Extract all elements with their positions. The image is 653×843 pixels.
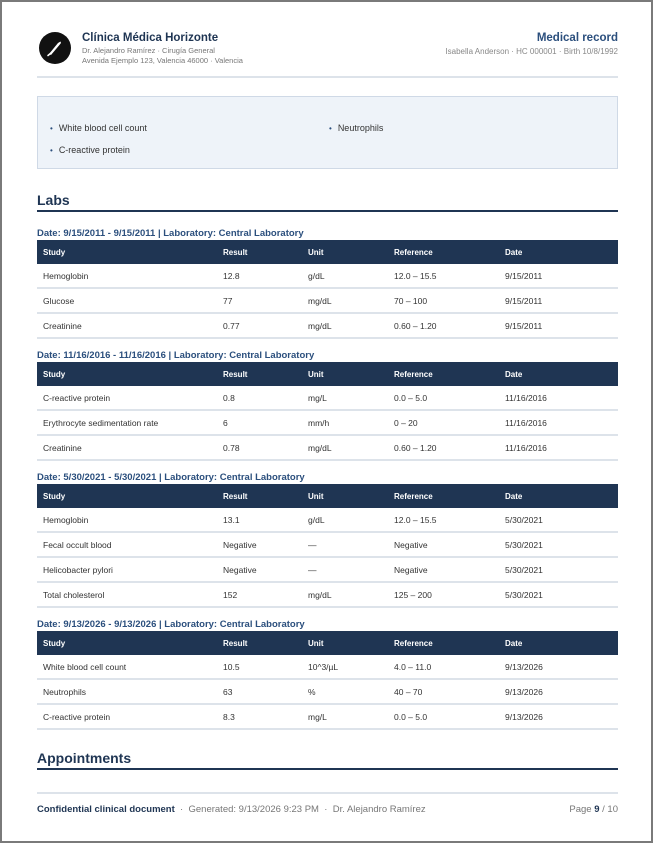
table-header-row [37, 484, 618, 508]
table-cell: 5/30/2021 [499, 582, 618, 607]
table-cell: Erythrocyte sedimentation rate [37, 410, 217, 435]
table-header-row [37, 631, 618, 655]
column-header: Date [499, 240, 618, 264]
table-cell: Hemoglobin [37, 264, 217, 288]
table-cell: Helicobacter pylori [37, 557, 217, 582]
table-cell: mg/L [302, 704, 388, 729]
table-cell: 63 [217, 679, 302, 704]
table-cell: g/dL [302, 508, 388, 532]
table-cell: 9/13/2026 [499, 655, 618, 679]
column-header: Study [37, 362, 217, 386]
table-row [37, 313, 618, 338]
table-cell: 0 – 20 [388, 410, 499, 435]
labs-section-title: Labs [37, 192, 618, 212]
table-row [37, 288, 618, 313]
table-cell: 0.60 – 1.20 [388, 435, 499, 460]
column-header: Date [499, 484, 618, 508]
table-cell: 12.0 – 15.5 [388, 264, 499, 288]
table-cell: 11/16/2016 [499, 435, 618, 460]
column-header: Study [37, 240, 217, 264]
bullet-icon: • [50, 146, 53, 155]
lab-group [37, 349, 618, 461]
column-header: Reference [388, 240, 499, 264]
table-cell: 152 [217, 582, 302, 607]
page-label: Page [569, 804, 592, 815]
table-cell: Hemoglobin [37, 508, 217, 532]
column-header: Unit [302, 362, 388, 386]
bullet-icon: • [50, 124, 53, 133]
footer-doctor: Dr. Alejandro Ramírez [332, 804, 426, 815]
table-cell: Creatinine [37, 313, 217, 338]
column-header: Reference [388, 631, 499, 655]
scalpel-icon [39, 32, 71, 64]
table-row [37, 508, 618, 532]
lab-group-title: Date: 9/13/2026 - 9/13/2026 | Laboratory: Central Laboratory [37, 619, 305, 630]
table-cell: mg/dL [302, 435, 388, 460]
column-header: Reference [388, 362, 499, 386]
column-header: Unit [302, 240, 388, 264]
document-footer [37, 792, 618, 824]
table-cell: 13.1 [217, 508, 302, 532]
table-cell: Glucose [37, 288, 217, 313]
page-total: 10 [607, 804, 618, 815]
lab-table [37, 484, 618, 608]
table-cell: 12.0 – 15.5 [388, 508, 499, 532]
table-cell: 5/30/2021 [499, 508, 618, 532]
table-cell: 9/15/2011 [499, 264, 618, 288]
column-header: Reference [388, 484, 499, 508]
lab-group [37, 471, 618, 608]
column-header: Unit [302, 631, 388, 655]
table-row [37, 679, 618, 704]
appointments-section-title: Appointments [37, 750, 618, 770]
page-number [569, 804, 618, 815]
table-cell: 5/30/2021 [499, 532, 618, 557]
record-info [445, 32, 618, 56]
table-cell: 9/13/2026 [499, 679, 618, 704]
summary-item [329, 123, 383, 133]
lab-table [37, 362, 618, 461]
page-current: 9 [594, 804, 600, 815]
clinic-info [82, 32, 243, 66]
table-cell: 0.60 – 1.20 [388, 313, 499, 338]
confidential-label: Confidential clinical document [37, 804, 175, 815]
table-cell: — [302, 532, 388, 557]
column-header: Unit [302, 484, 388, 508]
column-header: Date [499, 631, 618, 655]
lab-table [37, 631, 618, 730]
table-cell: Negative [388, 532, 499, 557]
table-cell: 6 [217, 410, 302, 435]
table-cell: 0.0 – 5.0 [388, 704, 499, 729]
table-cell: 9/15/2011 [499, 288, 618, 313]
bullet-icon: • [329, 124, 332, 133]
column-header: Result [217, 240, 302, 264]
table-cell: C-reactive protein [37, 386, 217, 410]
table-cell: 9/15/2011 [499, 313, 618, 338]
lab-group-title: Date: 9/15/2011 - 9/15/2011 | Laboratory: Central Laboratory [37, 228, 304, 239]
table-cell: 11/16/2016 [499, 410, 618, 435]
table-cell: mg/dL [302, 582, 388, 607]
document-page [2, 2, 651, 841]
lab-group [37, 227, 618, 339]
patient-line: Isabella Anderson · HC 000001 · Birth 10/8/1992 [445, 47, 618, 56]
document-header [37, 30, 618, 78]
table-cell: 0.8 [217, 386, 302, 410]
table-row [37, 386, 618, 410]
table-cell: 5/30/2021 [499, 557, 618, 582]
table-cell: mm/h [302, 410, 388, 435]
column-header: Study [37, 484, 217, 508]
table-row [37, 704, 618, 729]
footer-separator: · [180, 804, 184, 815]
record-title: Medical record [536, 32, 618, 44]
table-cell: 10.5 [217, 655, 302, 679]
table-cell: mg/dL [302, 313, 388, 338]
table-header-row [37, 362, 618, 386]
table-cell: 8.3 [217, 704, 302, 729]
address-line: Avenida Ejemplo 123, Valencia 46000 · Valencia [82, 56, 243, 65]
summary-item [50, 145, 130, 155]
table-cell: 77 [217, 288, 302, 313]
table-cell: Negative [388, 557, 499, 582]
table-cell: mg/L [302, 386, 388, 410]
table-cell: mg/dL [302, 288, 388, 313]
table-row [37, 655, 618, 679]
table-cell: 0.78 [217, 435, 302, 460]
table-header-row [37, 240, 618, 264]
column-header: Study [37, 631, 217, 655]
table-cell: Total cholesterol [37, 582, 217, 607]
table-row [37, 582, 618, 607]
doctor-line: Dr. Alejandro Ramírez · Cirugía General [82, 46, 215, 55]
summary-item-label: C-reactive protein [58, 145, 130, 155]
lab-group-title: Date: 5/30/2021 - 5/30/2021 | Laboratory: Central Laboratory [37, 472, 305, 483]
table-row [37, 264, 618, 288]
table-cell: 0.77 [217, 313, 302, 338]
table-cell: Neutrophils [37, 679, 217, 704]
lab-table [37, 240, 618, 339]
table-cell: 12.8 [217, 264, 302, 288]
clinic-name: Clínica Médica Horizonte [82, 32, 219, 44]
column-header: Result [217, 484, 302, 508]
generated-label: Generated: 9/13/2026 9:23 PM [188, 804, 319, 815]
table-cell: 10^3/µL [302, 655, 388, 679]
table-cell: g/dL [302, 264, 388, 288]
lab-group [37, 618, 618, 730]
table-cell: 125 – 200 [388, 582, 499, 607]
table-cell: — [302, 557, 388, 582]
column-header: Date [499, 362, 618, 386]
table-cell: 40 – 70 [388, 679, 499, 704]
table-cell: 4.0 – 11.0 [388, 655, 499, 679]
table-cell: % [302, 679, 388, 704]
summary-box [37, 96, 618, 169]
summary-item-label: Neutrophils [337, 123, 384, 133]
table-row [37, 557, 618, 582]
table-cell: Fecal occult blood [37, 532, 217, 557]
table-cell: Negative [217, 532, 302, 557]
column-header: Result [217, 631, 302, 655]
table-row [37, 532, 618, 557]
footer-info [37, 804, 426, 815]
lab-group-title: Date: 11/16/2016 - 11/16/2016 | Laboratory: Central Laboratory [37, 350, 315, 361]
table-row [37, 435, 618, 460]
table-cell: 70 – 100 [388, 288, 499, 313]
column-header: Result [217, 362, 302, 386]
table-cell: 11/16/2016 [499, 386, 618, 410]
summary-item [50, 123, 147, 133]
table-cell: 0.0 – 5.0 [388, 386, 499, 410]
table-cell: C-reactive protein [37, 704, 217, 729]
page-content [37, 2, 618, 841]
footer-separator: · [324, 804, 328, 815]
table-cell: 9/13/2026 [499, 704, 618, 729]
table-row [37, 410, 618, 435]
table-cell: Negative [217, 557, 302, 582]
page-separator: / [602, 804, 605, 815]
table-cell: Creatinine [37, 435, 217, 460]
summary-item-label: White blood cell count [58, 123, 147, 133]
table-cell: White blood cell count [37, 655, 217, 679]
